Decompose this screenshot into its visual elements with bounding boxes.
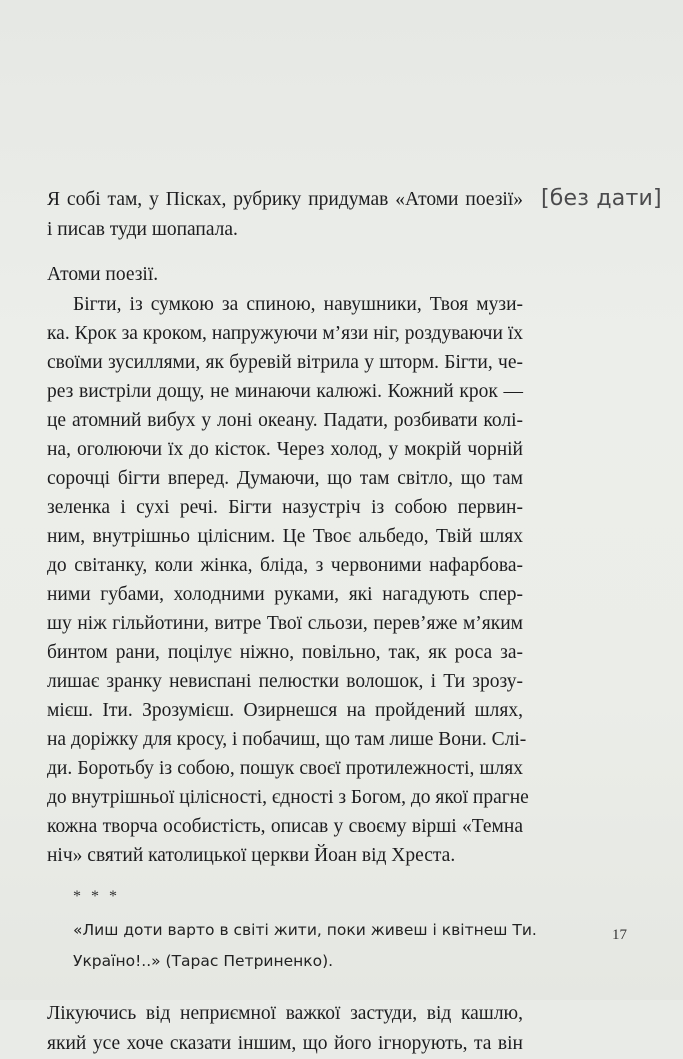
closing-line: який усе хоче сказати іншим, що його ігнорують, та він [47, 1033, 523, 1054]
poem-line: лишає зранку невиспані пелюстки волошок, і Ти зрозу- [47, 671, 523, 692]
poem-line: ними губами, холодними руками, які нагадують спер- [47, 584, 523, 605]
quote-line: «Лиш доти варто в світі жити, поки живеш і квітнеш Ти. [73, 921, 537, 939]
poem-line: ди. Боротьбу із собою, пошук своєї протилежності, шлях [47, 758, 523, 779]
section-separator: * * * [73, 888, 120, 905]
section-date-tag: [без дати] [541, 186, 662, 211]
intro-line-2: і писав туди шопапала. [47, 219, 238, 240]
poem-line: ним, внутрішньо цілісним. Це Твоє альбедо, Твій шлях [47, 526, 523, 547]
closing-line: Лікуючись від неприємної важкої застуди, від кашлю, [47, 1003, 523, 1024]
poem-line: рез вистріли дощу, не минаючи калюжі. Кожний крок — [47, 381, 523, 402]
page-number: 17 [612, 927, 627, 943]
poem-line: зеленка і сухі речі. Бігти назустріч із собою первин- [47, 497, 523, 518]
intro-line-1: Я собі там, у Пісках, рубрику придумав «Атоми поезії» [47, 189, 523, 210]
poem-line: до внутрішньої цілісності, єдності з Богом, до якої прагне [47, 787, 529, 808]
poem-line: до світанку, коли жінка, бліда, з червоними нафарбова- [47, 555, 523, 576]
poem-line: шу ніж гільйотини, витре Твої сльози, перев’яже м’яким [47, 613, 523, 634]
poem-line: на, оголюючи їх до кісток. Через холод, у мокрій чорній [47, 439, 523, 460]
poem-line: мієш. Іти. Зрозумієш. Озирнешся на пройдений шлях, [47, 700, 523, 721]
poem-line: Бігти, із сумкою за спиною, навушники, Твоя музи- [73, 294, 523, 315]
quote-line: Україно!..» (Тарас Петриненко). [73, 952, 334, 970]
poem-title: Атоми поезії. [47, 264, 159, 285]
poem-line: ніч» святий католицької церкви Йоан від Хреста. [47, 845, 456, 866]
poem-line: сорочці бігти вперед. Думаючи, що там світло, що там [47, 468, 523, 489]
poem-line: це атомний вибух у лоні океану. Падати, розбивати колі- [47, 410, 523, 431]
poem-line: своїми зусиллями, як буревій вітрила у шторм. Бігти, че- [47, 352, 523, 373]
poem-line: на доріжку для кросу, і побачиш, що там лише Вони. Слі- [47, 729, 527, 750]
poem-line: бинтом рани, поцілує ніжно, повільно, так, як роса за- [47, 642, 523, 663]
poem-line: кожна творча особистість, описав у своєму вірші «Темна [47, 816, 523, 837]
poem-line: ка. Крок за кроком, напружуючи м’язи ніг, роздуваючи їх [47, 323, 523, 344]
